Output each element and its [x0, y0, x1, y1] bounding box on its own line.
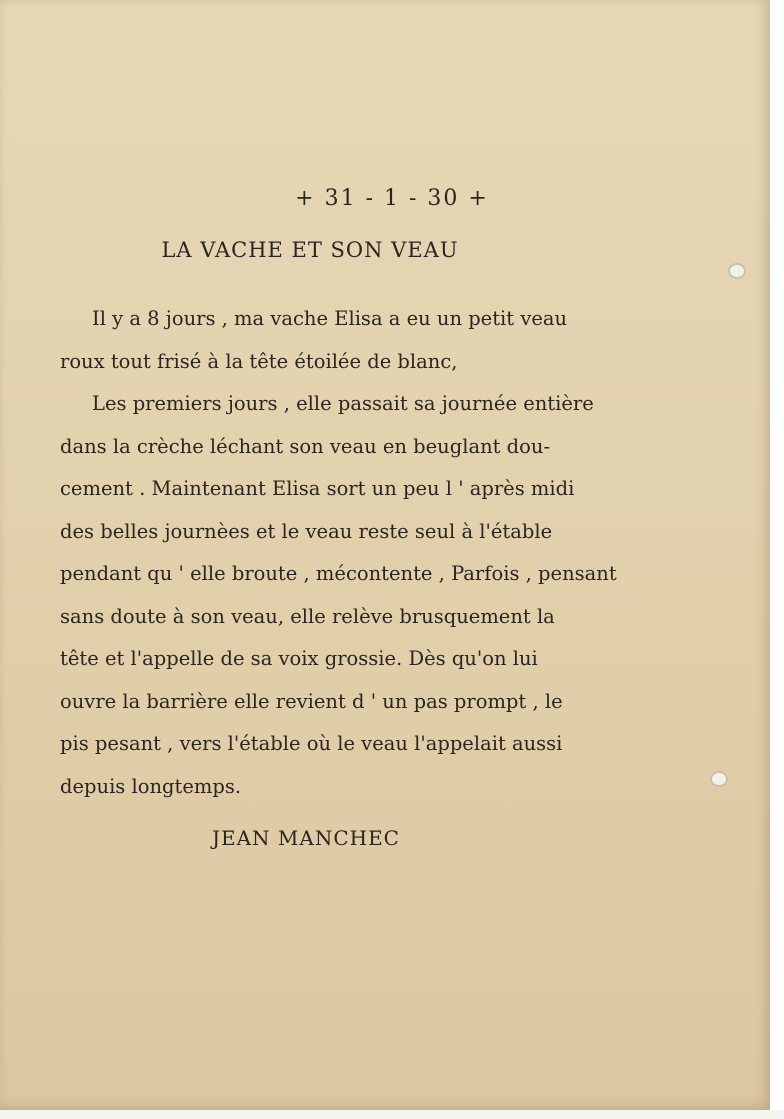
- text-line: pendant qu ' elle broute , mécontente , Parfois , pensant: [60, 562, 617, 585]
- text-line: depuis longtemps.: [60, 774, 242, 798]
- text-line: Il y a 8 jours , ma vache Elisa a eu un petit veau: [92, 307, 568, 330]
- text-line: pis pesant , vers l'étable où le veau l'appelait aussi: [60, 732, 563, 755]
- scan-margin-right: [770, 0, 784, 1119]
- author-signature: JEAN MANCHEC: [212, 826, 400, 850]
- scan-margin-bottom: [0, 1110, 784, 1119]
- punch-hole-top: [728, 263, 746, 279]
- punch-hole-bottom: [710, 771, 728, 787]
- story-body: [60, 298, 672, 808]
- story-title: LA VACHE ET SON VEAU: [161, 238, 459, 262]
- text-line: roux tout frisé à la tête étoilée de blanc,: [60, 349, 458, 373]
- text-line: cement . Maintenant Elisa sort un peu l ' après midi: [60, 477, 575, 500]
- text-line: tête et l'appelle de sa voix grossie. Dès qu'on lui: [60, 647, 538, 670]
- text-line: ouvre la barrière elle revient d ' un pas prompt , le: [60, 689, 563, 713]
- text-line: des belles journèes et le veau reste seul à l'étable: [60, 519, 553, 543]
- text-line: dans la crèche léchant son veau en beuglant dou-: [60, 434, 551, 458]
- text-line: Les premiers jours , elle passait sa journée entière: [92, 392, 594, 415]
- date-heading: + 31 - 1 - 30 +: [295, 186, 489, 211]
- text-line: sans doute à son veau, elle relève brusquement la: [60, 604, 555, 628]
